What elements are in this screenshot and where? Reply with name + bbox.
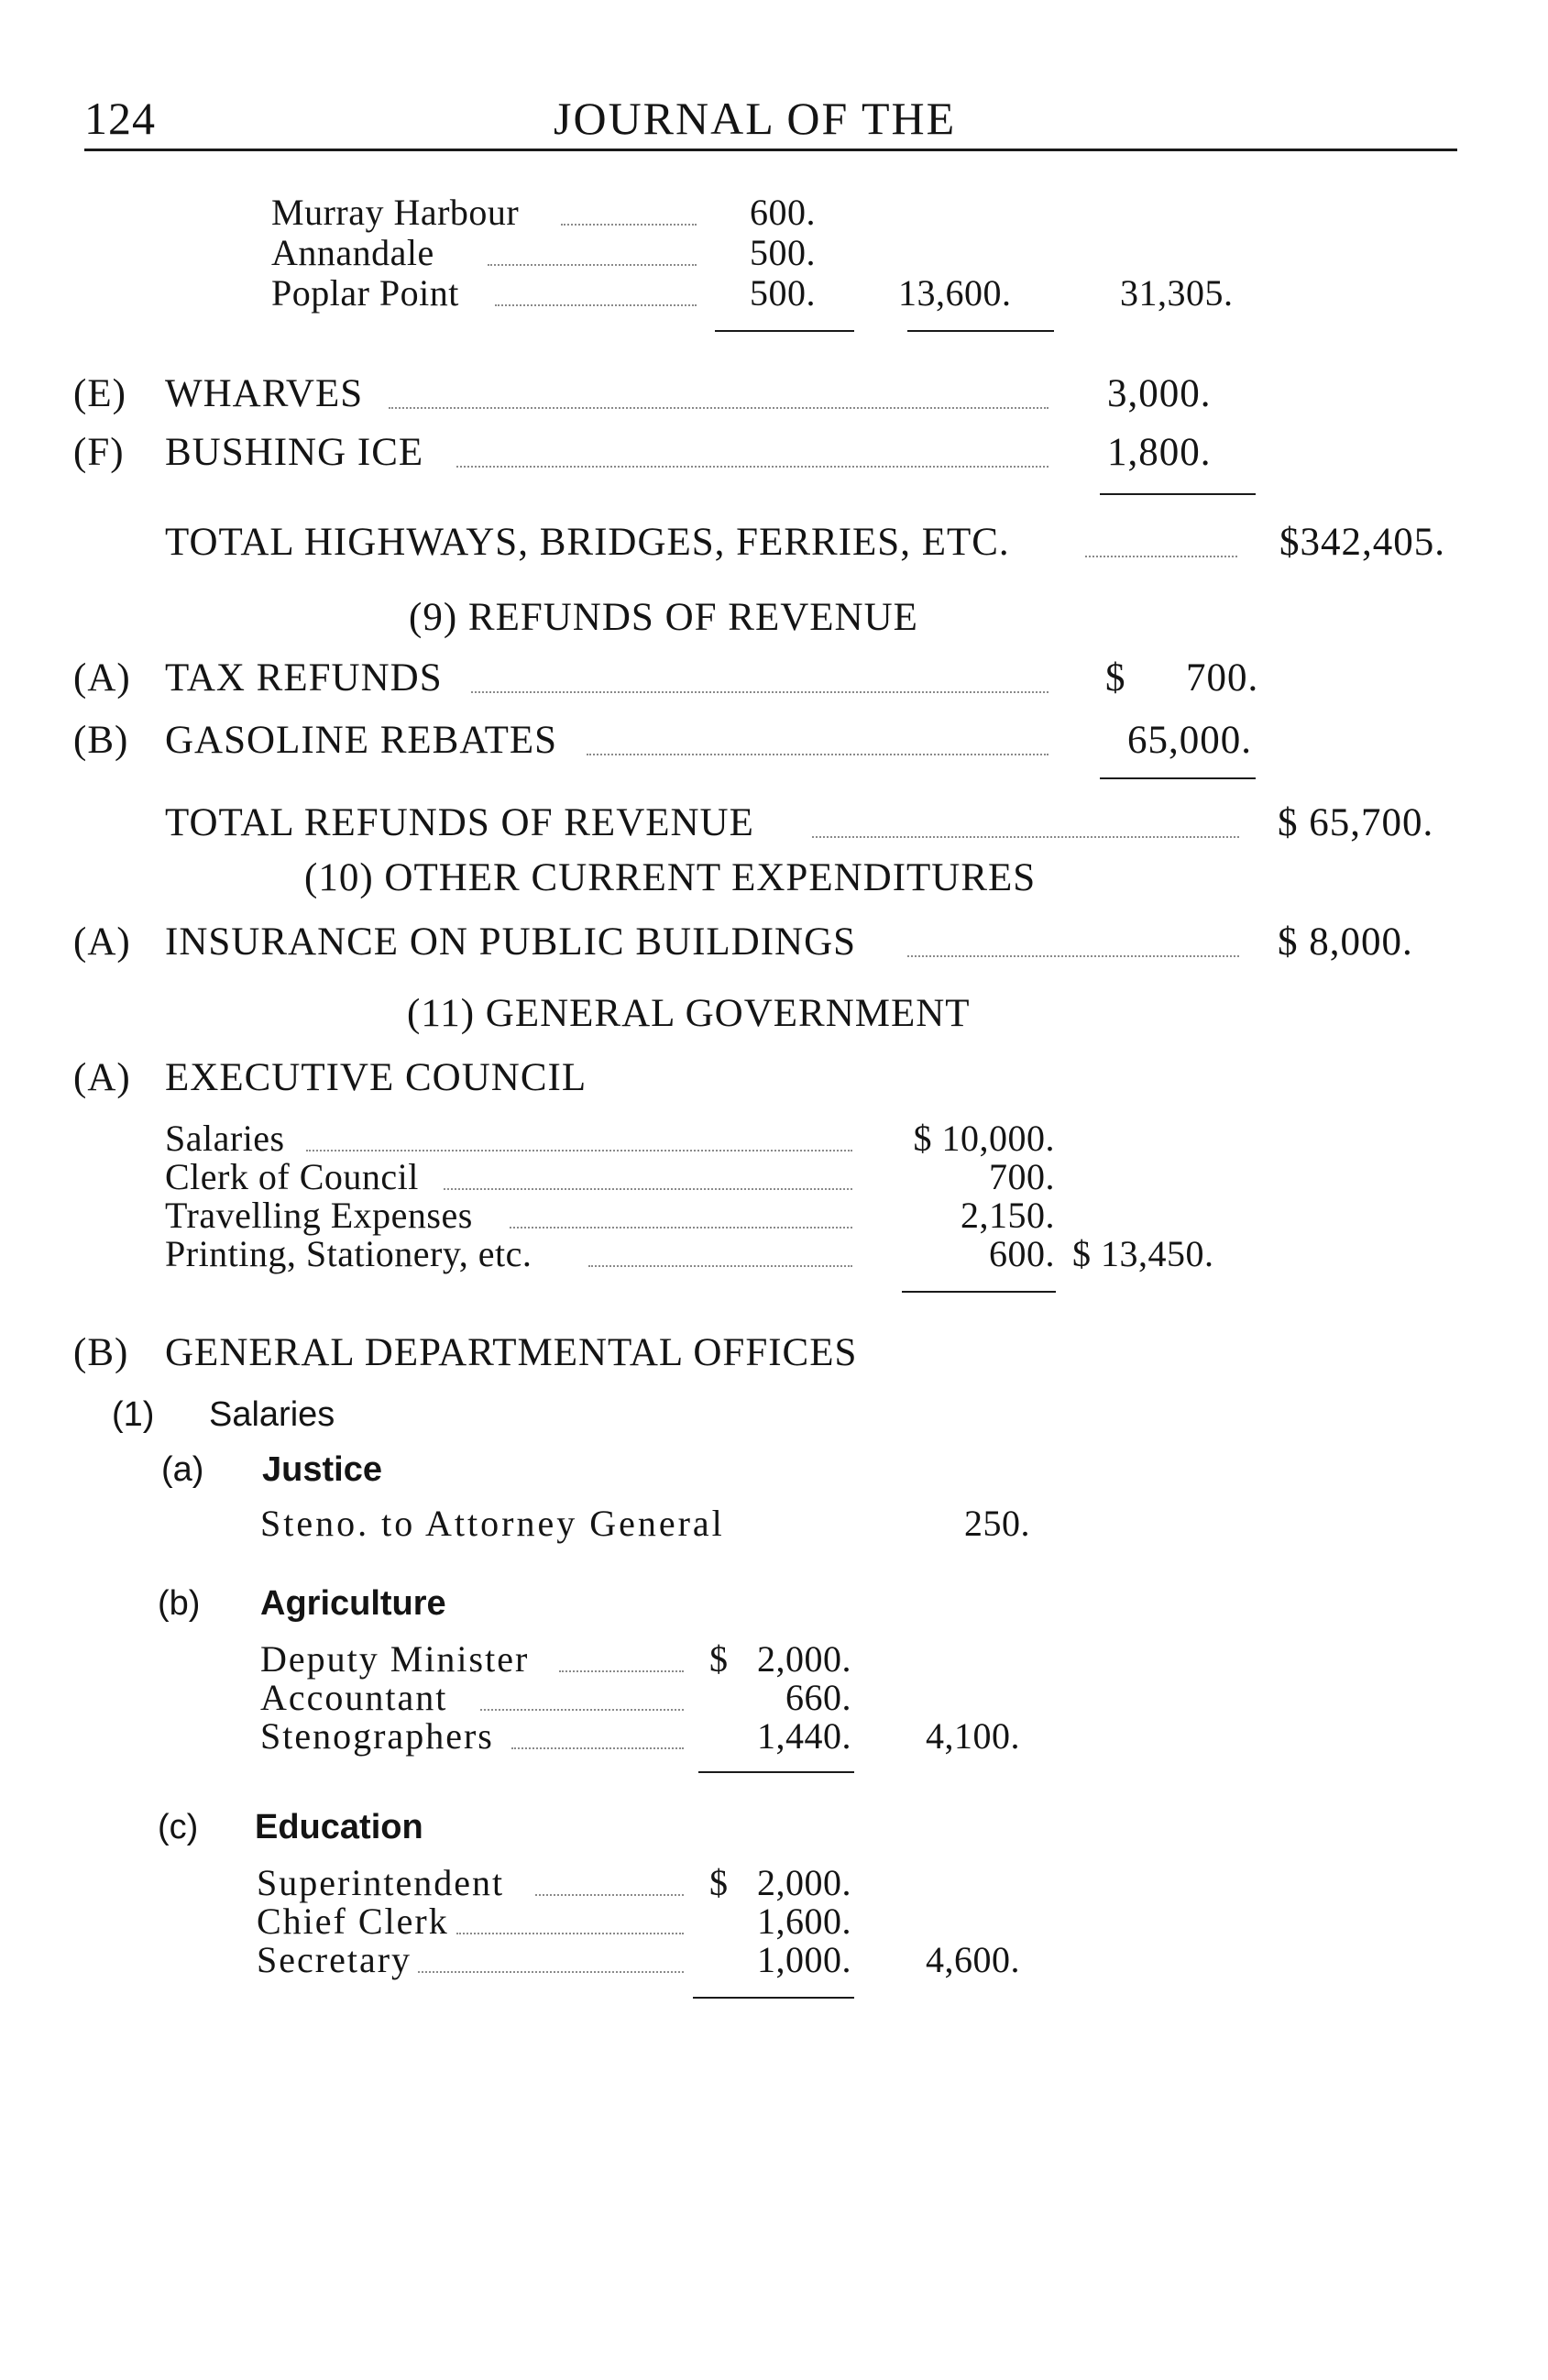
dot-leader xyxy=(389,407,1048,409)
dot-leader xyxy=(456,1933,684,1934)
dot-leader xyxy=(588,1265,852,1267)
dot-leader xyxy=(471,691,1048,693)
item-letter: (E) xyxy=(73,372,126,415)
dot-leader xyxy=(510,1227,852,1229)
sub-heading: Education xyxy=(255,1808,423,1846)
exec-total: $ 13,450. xyxy=(1072,1233,1214,1274)
justice-item: Steno. to Attorney General xyxy=(260,1503,725,1544)
exec-item-amount: 700. xyxy=(989,1156,1055,1197)
item-letter: (A) xyxy=(73,1056,131,1099)
dot-leader xyxy=(812,836,1239,838)
dot-leader xyxy=(559,1670,684,1672)
dot-leader xyxy=(418,1971,684,1973)
dot-leader xyxy=(1085,556,1237,557)
list-item-amount: 500. xyxy=(750,232,816,273)
exec-item-label: Salaries xyxy=(165,1118,285,1159)
list-subtotal: 13,600. xyxy=(898,272,1012,314)
sub-letter: (a) xyxy=(161,1450,204,1489)
total-label: TOTAL HIGHWAYS, BRIDGES, FERRIES, ETC. xyxy=(165,521,1010,564)
agri-item-label: Deputy Minister xyxy=(260,1638,530,1680)
item-label: GENERAL DEPARTMENTAL OFFICES xyxy=(165,1331,858,1374)
list-item-label: Annandale xyxy=(271,232,434,273)
sub-heading: Agriculture xyxy=(260,1584,446,1623)
dot-leader xyxy=(511,1747,684,1749)
salaries-number: (1) xyxy=(112,1395,155,1434)
dot-leader xyxy=(456,466,1048,468)
agri-item-amount: 1,440. xyxy=(757,1715,851,1757)
dot-leader xyxy=(495,304,697,306)
edu-item-label: Superintendent xyxy=(257,1862,505,1903)
item-label: TAX REFUNDS xyxy=(165,656,443,700)
sub-letter: (b) xyxy=(158,1584,201,1623)
dot-leader xyxy=(561,224,697,226)
item-label: WHARVES xyxy=(165,372,364,415)
agri-item-label: Accountant xyxy=(260,1677,448,1718)
edu-item-label: Chief Clerk xyxy=(257,1901,449,1942)
item-letter: (A) xyxy=(73,656,131,700)
list-total: 31,305. xyxy=(1120,272,1234,314)
list-item-label: Poplar Point xyxy=(271,272,459,314)
sum-rule xyxy=(907,330,1054,332)
edu-item-amount: 1,000. xyxy=(757,1939,851,1980)
item-amount: 3,000. xyxy=(1107,372,1212,415)
item-label: EXECUTIVE COUNCIL xyxy=(165,1056,587,1099)
agri-total: 4,100. xyxy=(926,1715,1020,1757)
page-number: 124 xyxy=(84,93,156,144)
total-amount: $ 65,700. xyxy=(1278,801,1434,844)
item-label: GASOLINE REBATES xyxy=(165,719,558,762)
list-item-amount: 500. xyxy=(750,272,816,314)
item-amount: 1,800. xyxy=(1107,431,1212,474)
list-item-label: Murray Harbour xyxy=(271,192,520,233)
item-label: INSURANCE ON PUBLIC BUILDINGS xyxy=(165,920,857,964)
exec-item-label: Printing, Stationery, etc. xyxy=(165,1233,532,1274)
exec-item-amount: 600. xyxy=(989,1233,1055,1274)
sum-rule xyxy=(1100,777,1256,779)
agri-item-label: Stenographers xyxy=(260,1715,494,1757)
justice-amount: 250. xyxy=(964,1503,1030,1544)
edu-item-amount: $ 2,000. xyxy=(709,1862,851,1903)
sub-letter: (c) xyxy=(158,1808,199,1846)
edu-item-amount: 1,600. xyxy=(757,1901,851,1942)
page-title: JOURNAL OF THE xyxy=(554,93,957,144)
item-label: BUSHING ICE xyxy=(165,431,424,474)
section-heading: (11) GENERAL GOVERNMENT xyxy=(407,992,971,1035)
total-label: TOTAL REFUNDS OF REVENUE xyxy=(165,801,754,844)
item-letter: (A) xyxy=(73,920,131,964)
exec-item-label: Clerk of Council xyxy=(165,1156,419,1197)
total-amount: $342,405. xyxy=(1279,521,1445,564)
section-heading: (10) OTHER CURRENT EXPENDITURES xyxy=(304,856,1037,899)
dot-leader xyxy=(488,264,697,266)
dot-leader xyxy=(907,955,1239,957)
dollar-sign: $ xyxy=(1105,656,1126,700)
dot-leader xyxy=(306,1150,852,1151)
sum-rule xyxy=(715,330,854,332)
dot-leader xyxy=(480,1709,684,1711)
exec-item-label: Travelling Expenses xyxy=(165,1195,473,1236)
dot-leader xyxy=(444,1188,852,1190)
sum-rule xyxy=(902,1291,1056,1293)
edu-total: 4,600. xyxy=(926,1939,1020,1980)
header-rule xyxy=(84,149,1457,151)
exec-item-amount: $ 10,000. xyxy=(913,1118,1055,1159)
section-heading: (9) REFUNDS OF REVENUE xyxy=(409,596,918,639)
item-letter: (F) xyxy=(73,431,125,474)
sub-heading: Justice xyxy=(262,1450,382,1489)
exec-item-amount: 2,150. xyxy=(961,1195,1055,1236)
agri-item-amount: 660. xyxy=(785,1677,851,1718)
item-amount: 700. xyxy=(1186,656,1259,700)
item-letter: (B) xyxy=(73,719,129,762)
total-amount: $ 8,000. xyxy=(1278,920,1413,964)
item-letter: (B) xyxy=(73,1331,129,1374)
sum-rule xyxy=(693,1997,854,1999)
list-item-amount: 600. xyxy=(750,192,816,233)
dot-leader xyxy=(587,754,1048,755)
salaries-heading: Salaries xyxy=(209,1395,335,1434)
dot-leader xyxy=(535,1894,684,1896)
sum-rule xyxy=(1100,493,1256,495)
agri-item-amount: $ 2,000. xyxy=(709,1638,851,1680)
item-amount: 65,000. xyxy=(1127,719,1252,762)
sum-rule xyxy=(698,1771,854,1773)
edu-item-label: Secretary xyxy=(257,1939,412,1980)
